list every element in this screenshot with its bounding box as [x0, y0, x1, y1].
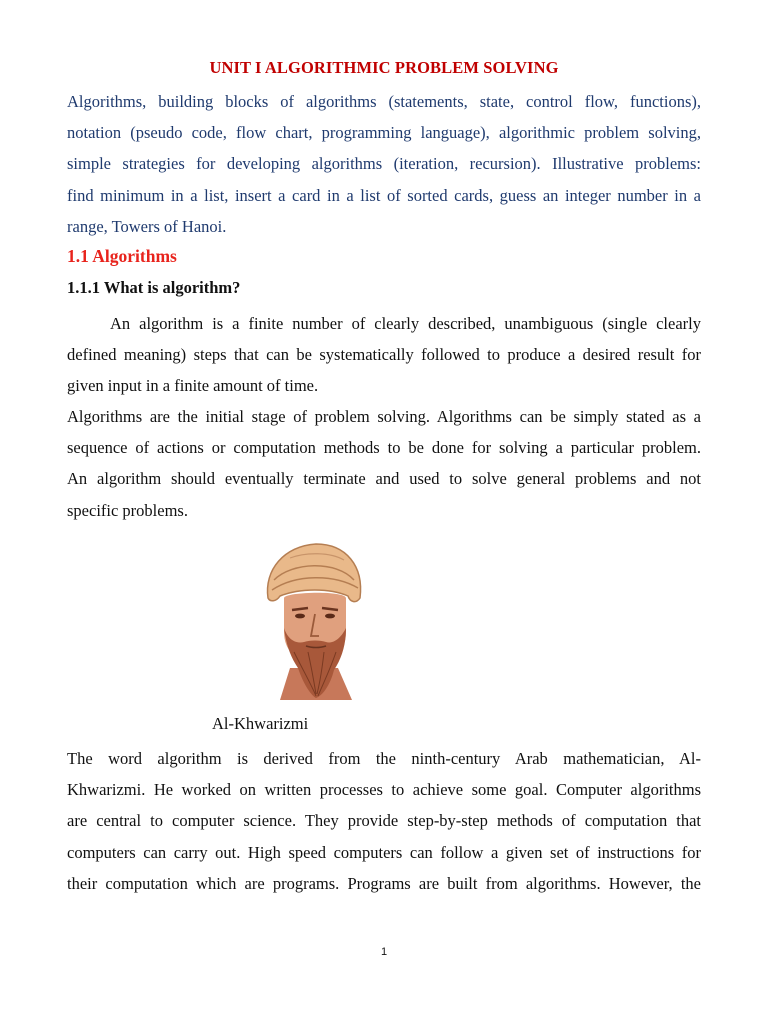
- paragraph-line: specific problems.: [67, 500, 188, 520]
- paragraph-line: An algorithm should eventually terminate and used to solve general problems and not: [67, 469, 701, 489]
- section-heading: 1.1 Algorithms: [67, 246, 177, 266]
- al-khwarizmi-portrait: [260, 540, 368, 700]
- syllabus-line: notation (pseudo code, flow chart, programming language), algorithmic problem solving,: [67, 123, 701, 143]
- syllabus-line: range, Towers of Hanoi.: [67, 216, 227, 236]
- figure-caption: Al-Khwarizmi: [212, 714, 309, 733]
- paragraph-line: their computation which are programs. Programs are built from algorithms. However, the: [67, 873, 701, 893]
- definition-paragraph: [67, 308, 701, 402]
- problem-solving-paragraph: [67, 401, 701, 526]
- subsection-heading: 1.1.1 What is algorithm?: [67, 278, 241, 297]
- page-number: 1: [380, 946, 388, 958]
- unit-title: UNIT I ALGORITHMIC PROBLEM SOLVING: [209, 58, 559, 77]
- etymology-paragraph: [67, 743, 701, 899]
- paragraph-line: sequence of actions or computation methods to be done for solving a particular problem.: [67, 438, 701, 458]
- paragraph-line: are central to computer science. They provide step-by-step methods of computation that: [67, 811, 701, 831]
- syllabus-line: Algorithms, building blocks of algorithms (statements, state, control flow, functions),: [67, 92, 701, 111]
- syllabus-paragraph: [67, 86, 701, 242]
- paragraph-line: given input in a finite amount of time.: [67, 376, 319, 396]
- syllabus-line: find minimum in a list, insert a card in a list of sorted cards, guess an integer number in a: [67, 185, 701, 205]
- paragraph-line: computers can carry out. High speed computers can follow a given set of instructions for: [67, 842, 701, 862]
- paragraph-line: The word algorithm is derived from the ninth-century Arab mathematician, Al-: [67, 749, 701, 768]
- syllabus-line: simple strategies for developing algorithms (iteration, recursion). Illustrative problems:: [67, 154, 701, 174]
- paragraph-line: An algorithm is a finite number of clearly described, unambiguous (single clearly: [110, 314, 701, 333]
- paragraph-line: Algorithms are the initial stage of problem solving. Algorithms can be simply stated as a: [67, 407, 701, 426]
- paragraph-line: Khwarizmi. He worked on written processes to achieve some goal. Computer algorithms: [67, 780, 701, 800]
- paragraph-line: defined meaning) steps that can be systematically followed to produce a desired result for: [67, 345, 701, 365]
